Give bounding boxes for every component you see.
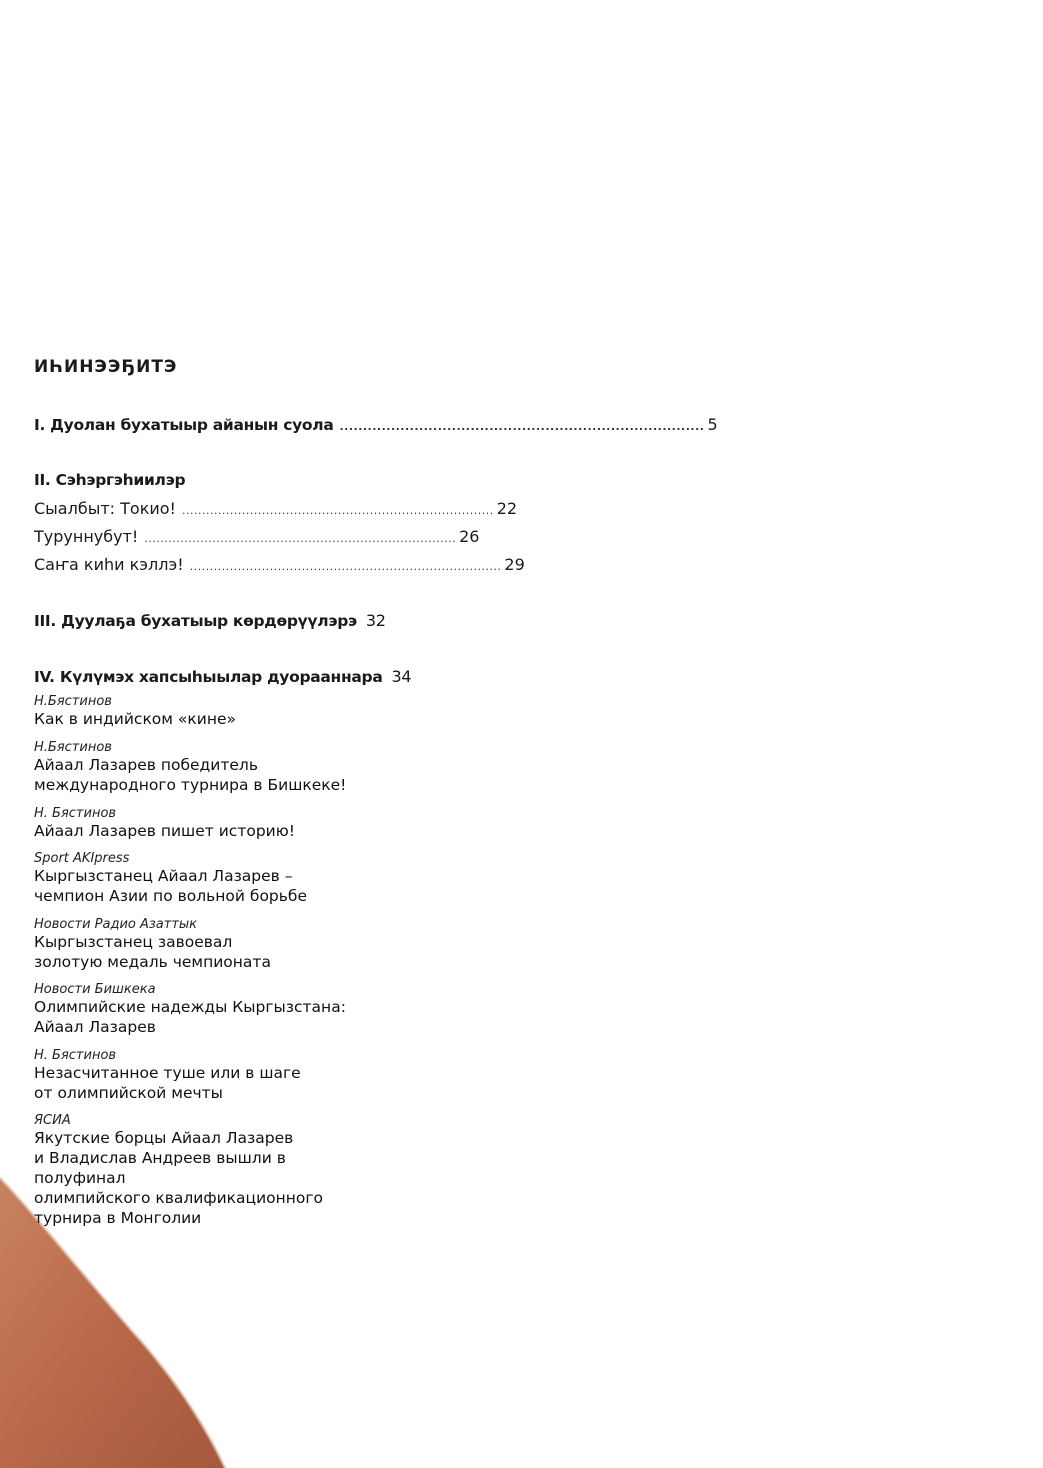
toc-heading: ИҺИНЭЭҔИТЭ: [34, 357, 178, 377]
article-title: Айаал Лазарев пишет историю!: [34, 822, 296, 840]
toc-leader-dots: ..............................................................................: [189, 560, 502, 573]
toc-entry-section-4[interactable]: [34, 667, 412, 686]
toc-leader-dots: ..............................................................................: [339, 420, 705, 433]
article-entry[interactable]: [34, 1048, 374, 1103]
toc-entry-section-1[interactable]: [34, 415, 718, 434]
toc-entry-label: Туруннубут!: [34, 527, 139, 546]
article-title: Якутские борцы Айаал Лазарев и Владислав Андреев вышли в полуфинал олимпийского квалификационного турнира в Монголии: [34, 1129, 324, 1227]
toc-entry-label: III. Дуулаҕа бухатыыр көрдөрүүлэрэ: [34, 612, 357, 630]
toc-entry-page: 26: [459, 527, 480, 546]
toc-entry-label: Сыалбыт: Токио!: [34, 499, 176, 518]
toc-entry-item[interactable]: [34, 499, 518, 518]
article-author: Н. Бястинов: [34, 806, 117, 821]
article-author: Новости Бишкека: [34, 982, 156, 997]
toc-entry-page: 34: [391, 667, 412, 686]
article-author: Sport AKIpress: [34, 851, 130, 866]
article-title: Айаал Лазарев победитель международного турнира в Бишкеке!: [34, 756, 347, 794]
toc-entry-item[interactable]: [34, 555, 525, 574]
toc-leader-dots: ..............................................................................: [181, 504, 494, 517]
article-entry[interactable]: [34, 694, 374, 729]
article-entry[interactable]: [34, 982, 374, 1037]
toc-leader-dots: ..............................................................................: [144, 532, 457, 545]
article-author: Новости Радио Азаттык: [34, 917, 198, 932]
article-title: Олимпийские надежды Кыргызстана: Айаал Лазарев: [34, 998, 346, 1036]
article-title: Как в индийском «кине»: [34, 710, 236, 728]
article-entry[interactable]: [34, 806, 374, 841]
article-title: Незасчитанное туше или в шаге от олимпийской мечты: [34, 1064, 301, 1102]
toc-entry-page: 22: [496, 499, 518, 518]
toc-entry-label: IV. Күлүмэх хапсыһыылар дуорааннара: [34, 668, 383, 686]
toc-entry-page: 32: [365, 611, 386, 630]
article-author: Н. Бястинов: [34, 1048, 117, 1063]
article-title: Кыргызстанец Айаал Лазарев – чемпион Азии по вольной борьбе: [34, 867, 307, 905]
article-entry[interactable]: [34, 1113, 374, 1228]
toc-entry-label: I. Дуолан бухатыыр айанын суола: [34, 416, 334, 434]
article-entry[interactable]: [34, 917, 374, 972]
article-title: Кыргызстанец завоевал золотую медаль чемпионата: [34, 933, 271, 971]
toc-entry-item[interactable]: [34, 527, 480, 546]
toc-entry-label: Саҥа киһи кэллэ!: [34, 555, 184, 574]
article-entry[interactable]: [34, 851, 374, 906]
article-author: Н.Бястинов: [34, 740, 112, 755]
article-author: ЯСИА: [34, 1113, 71, 1128]
toc-entry-section-3[interactable]: [34, 611, 386, 630]
article-author: Н.Бястинов: [34, 694, 112, 709]
toc-section-2-heading: II. Сэһэргэһиилэр: [34, 471, 186, 489]
article-entry[interactable]: [34, 740, 374, 795]
toc-entry-page: 29: [504, 555, 525, 574]
toc-entry-page: 5: [707, 415, 718, 434]
